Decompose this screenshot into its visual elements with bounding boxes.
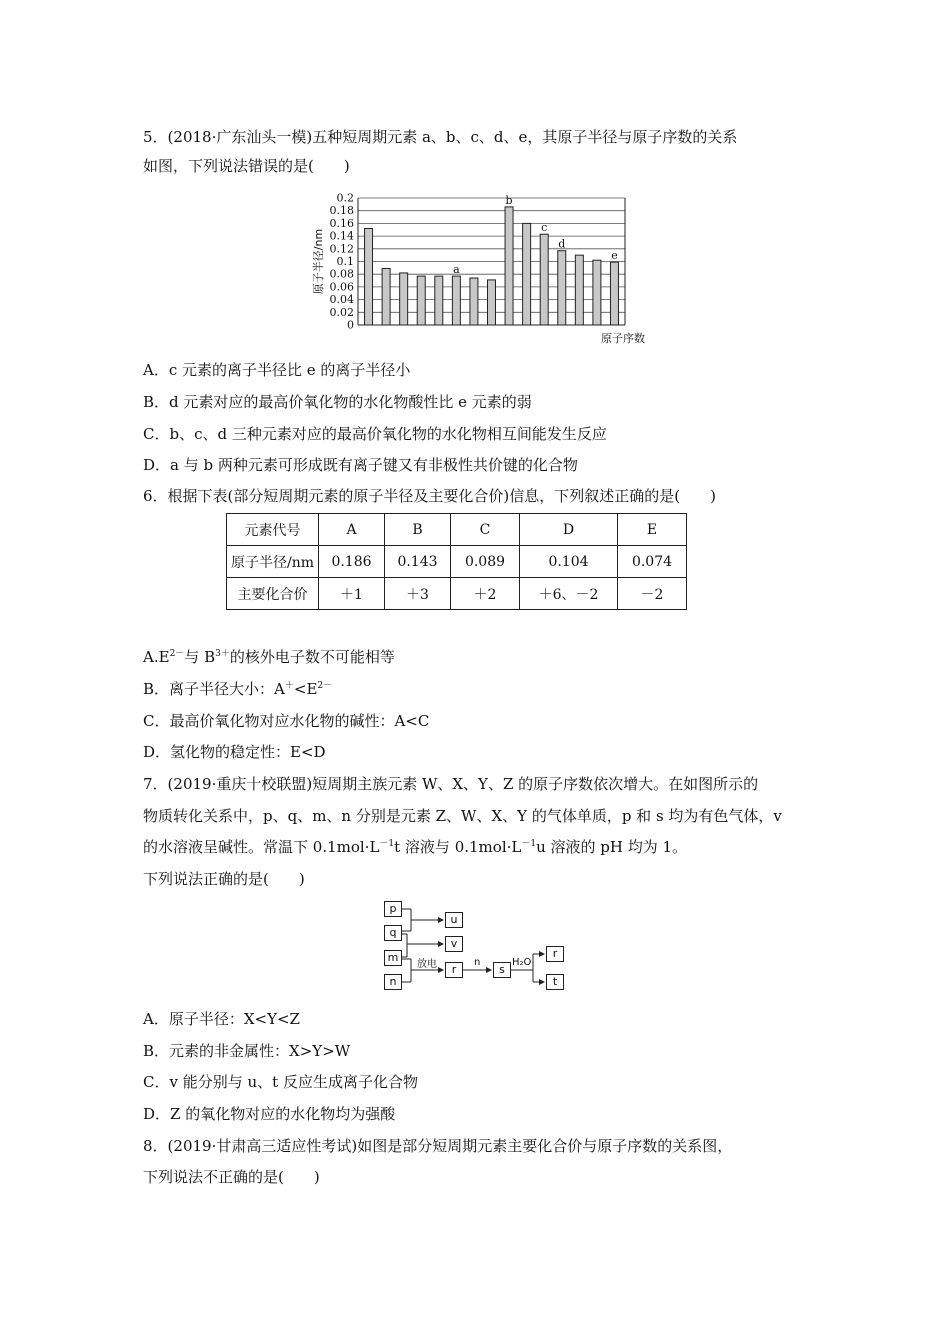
box-r-product: r [546, 946, 564, 962]
table-cell: A [319, 514, 385, 546]
superscript: 2－ [169, 649, 185, 659]
q7-option-b: B．元素的非金属性：X>Y>W [143, 1042, 351, 1060]
table-cell: 0.074 [618, 546, 687, 578]
q6-element-table [226, 513, 687, 610]
q7-stem-line1: 7．(2019·重庆十校联盟)短周期主族元素 W、X、Y、Z 的原子序数依次增大。在如图所示的 [143, 775, 759, 793]
table-cell: 主要化合价 [227, 578, 319, 610]
y-tick-label: 0.04 [329, 293, 354, 307]
text-part: t 溶液与 0.1mol·L [394, 838, 522, 856]
bar [382, 268, 390, 325]
q7-option-c: C．v 能分别与 u、t 反应生成离子化合物 [143, 1073, 418, 1091]
box-t: t [546, 974, 564, 990]
box-s: s [493, 962, 511, 978]
text-part: <E [293, 680, 318, 698]
bar-label: b [505, 193, 513, 207]
q6-option-b [143, 679, 332, 699]
bar [540, 234, 548, 325]
bar [505, 207, 513, 325]
bar-label: a [453, 263, 460, 277]
y-axis-label: 原子半径/nm [312, 228, 325, 295]
y-tick-label: 0.06 [329, 280, 354, 294]
bar [610, 262, 618, 325]
box-v: v [445, 936, 463, 952]
q8-stem-line1: 8．(2019·甘肃高三适应性考试)如图是部分短周期元素主要化合价与原子序数的关系图， [143, 1137, 733, 1155]
q8-stem-line2: 下列说法不正确的是( ) [143, 1168, 320, 1186]
text-part: B．离子半径大小：A [143, 680, 285, 698]
bar-label: d [558, 237, 566, 251]
q7-stem-line4: 下列说法正确的是( ) [143, 870, 305, 888]
text-part: A.E [143, 648, 170, 666]
label-h2o: H₂O [512, 957, 532, 968]
table-cell: 元素代号 [227, 514, 319, 546]
y-tick-label: 0.02 [329, 305, 354, 319]
bar-label: c [541, 221, 548, 235]
table-row [227, 578, 687, 610]
table-cell: 0.104 [520, 546, 618, 578]
bar [488, 280, 496, 325]
bar [435, 276, 443, 325]
q5-option-b: B．d 元素对应的最高价氧化物的水化物酸性比 e 元素的弱 [143, 393, 532, 411]
q7-stem-line3 [143, 837, 687, 857]
table-cell: ＋6、－2 [520, 578, 618, 610]
superscript: －1 [379, 839, 395, 849]
table-cell: 原子半径/nm [227, 546, 319, 578]
q7-option-a: A．原子半径：X<Y<Z [143, 1010, 300, 1028]
label-n: n [474, 957, 481, 968]
y-tick-label: 0 [347, 318, 354, 332]
label-fangdian: 放电 [417, 959, 437, 970]
box-p: p [384, 901, 402, 917]
bar [575, 255, 583, 325]
box-q: q [384, 925, 402, 941]
box-n: n [384, 974, 402, 990]
text-part: 与 B [184, 648, 216, 666]
table-cell: ＋1 [319, 578, 385, 610]
q6-option-c: C．最高价氧化物对应水化物的碱性：A<C [143, 712, 430, 730]
box-m: m [384, 950, 402, 966]
q5-atomic-radius-chart [300, 185, 660, 347]
y-tick-label: 0.12 [329, 242, 354, 256]
bar [400, 273, 408, 325]
y-tick-label: 0.18 [329, 204, 354, 218]
bar [558, 251, 566, 325]
table-cell: 0.089 [451, 546, 520, 578]
text-part: 的水溶液呈碱性。常温下 0.1mol·L [143, 838, 380, 856]
q5-option-d: D．a 与 b 两种元素可形成既有离子键又有非极性共价键的化合物 [143, 456, 578, 474]
box-r: r [445, 962, 463, 978]
q5-option-a: A．c 元素的离子半径比 e 的离子半径小 [143, 361, 411, 379]
q6-option-d: D．氢化物的稳定性：E<D [143, 743, 326, 761]
superscript: ＋ [284, 681, 294, 691]
table-cell: D [520, 514, 618, 546]
box-u: u [445, 912, 463, 928]
table-header-row [227, 514, 687, 546]
bar [523, 223, 531, 325]
table-cell: E [618, 514, 687, 546]
superscript: －1 [521, 839, 537, 849]
bar [365, 228, 373, 325]
table-row [227, 546, 687, 578]
q7-stem-line2: 物质转化关系中，p、q、m、n 分别是元素 Z、W、X、Y 的气体单质，p 和 s 均为有色气体，v [143, 807, 782, 825]
bar-label: e [611, 249, 618, 263]
table-cell: ＋3 [385, 578, 451, 610]
y-tick-label: 0.2 [336, 191, 354, 205]
bar [452, 276, 460, 325]
table-cell: 0.143 [385, 546, 451, 578]
q5-stem-line1: 5．(2018·广东汕头一模)五种短周期元素 a、b、c、d、e，其原子半径与原子序数的关系 [143, 128, 738, 146]
table-cell: 0.186 [319, 546, 385, 578]
q7-option-d: D．Z 的氧化物对应的水化物均为强酸 [143, 1105, 396, 1123]
table-cell: －2 [618, 578, 687, 610]
y-tick-label: 0.1 [336, 255, 354, 268]
q5-stem-line2: 如图，下列说法错误的是( ) [143, 157, 350, 175]
bar [470, 278, 478, 325]
bar [593, 260, 601, 325]
table-cell: C [451, 514, 520, 546]
superscript: 2－ [317, 681, 333, 691]
q5-option-c: C．b、c、d 三种元素对应的最高价氧化物的水化物相互间能发生反应 [143, 425, 607, 443]
bar [417, 276, 425, 325]
table-cell: B [385, 514, 451, 546]
text-part: u 溶液的 pH 均为 1。 [536, 838, 688, 856]
text-part: 的核外电子数不可能相等 [229, 648, 395, 666]
table-cell: ＋2 [451, 578, 520, 610]
y-tick-label: 0.16 [329, 216, 354, 230]
q6-stem: 6．根据下表(部分短周期元素的原子半径及主要化合价)信息，下列叙述正确的是( ) [143, 487, 716, 505]
superscript: 3＋ [215, 649, 230, 659]
q7-transformation-diagram [380, 896, 580, 996]
y-tick-label: 0.14 [329, 229, 354, 243]
x-axis-label: 原子序数 [601, 332, 645, 345]
y-tick-label: 0.08 [329, 267, 354, 281]
q6-option-a [143, 647, 395, 667]
